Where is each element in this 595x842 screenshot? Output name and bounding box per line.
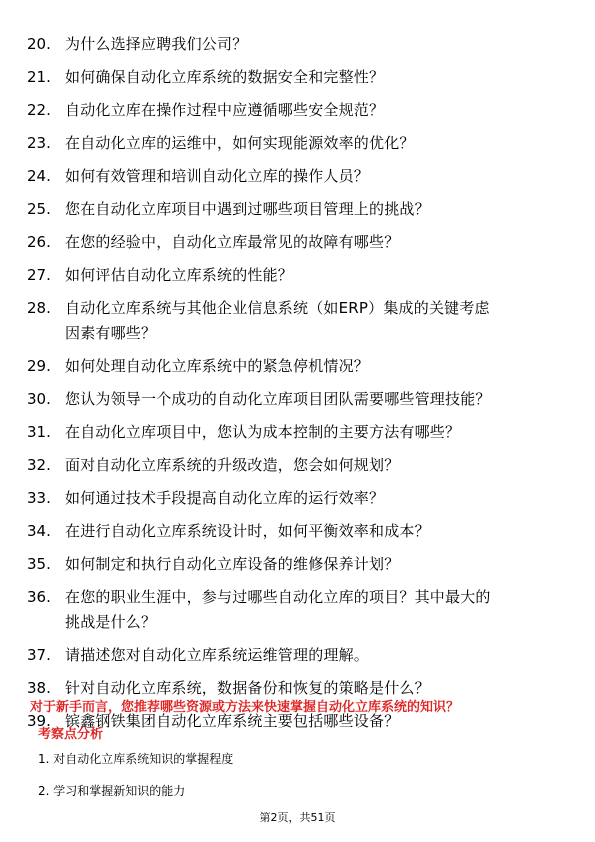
- question-text: 您在自动化立库项目中遇到过哪些项目管理上的挑战？: [65, 200, 430, 218]
- question-text: 请描述您对自动化立库系统运维管理的理解。: [65, 646, 370, 664]
- question-number: 29.: [27, 357, 51, 375]
- question-text: 在自动化立库的运维中，如何实现能源效率的优化？: [65, 134, 415, 152]
- question-number: 28.: [27, 299, 51, 317]
- question-number: 31.: [27, 423, 51, 441]
- question-text: 如何通过技术手段提高自动化立库的运行效率？: [65, 489, 385, 507]
- question-number: 27.: [27, 266, 51, 284]
- question-number: 21.: [27, 68, 51, 86]
- question-text: 您认为领导一个成功的自动化立库项目团队需要哪些管理技能？: [65, 390, 491, 408]
- page-footer: 第2页，共51页: [259, 811, 336, 824]
- question-text: 自动化立库在操作过程中应遵循哪些安全规范？: [65, 101, 385, 119]
- question-text: 为什么选择应聘我们公司？: [65, 35, 248, 53]
- question-number: 32.: [27, 456, 51, 474]
- question-number: 20.: [27, 35, 51, 53]
- question-number: 34.: [27, 522, 51, 540]
- question-number: 35.: [27, 555, 51, 573]
- question-number: 26.: [27, 233, 51, 251]
- analysis-point: 1. 对自动化立库系统知识的掌握程度: [38, 752, 234, 766]
- question-number: 24.: [27, 167, 51, 185]
- question-text: 镔鑫钢铁集团自动化立库系统主要包括哪些设备？: [65, 712, 400, 730]
- question-text: 如何制定和执行自动化立库设备的维修保养计划？: [65, 555, 400, 573]
- question-number: 33.: [27, 489, 51, 507]
- question-text: 在您的职业生涯中，参与过哪些自动化立库的项目？其中最大的: [65, 588, 491, 606]
- analysis-title: 考察点分析: [38, 727, 104, 742]
- question-text: 自动化立库系统与其他企业信息系统（如ERP）集成的关键考虑: [65, 299, 490, 317]
- question-number: 22.: [27, 101, 51, 119]
- question-number: 30.: [27, 390, 51, 408]
- question-text: 如何处理自动化立库系统中的紧急停机情况？: [65, 357, 370, 375]
- question-number: 39.: [27, 712, 51, 730]
- question-text: 在您的经验中，自动化立库最常见的故障有哪些？: [65, 233, 400, 251]
- question-number: 23.: [27, 134, 51, 152]
- question-text: 针对自动化立库系统，数据备份和恢复的策略是什么？: [65, 679, 430, 697]
- question-text: 面对自动化立库系统的升级改造，您会如何规划？: [65, 456, 400, 474]
- analysis-point: 2. 学习和掌握新知识的能力: [38, 784, 186, 798]
- question-number: 25.: [27, 200, 51, 218]
- question-text: 在自动化立库项目中，您认为成本控制的主要方法有哪些？: [65, 423, 461, 441]
- question-number: 37.: [27, 646, 51, 664]
- question-text: 如何确保自动化立库系统的数据安全和完整性？: [65, 68, 385, 86]
- question-text: 因素有哪些？: [65, 324, 157, 342]
- question-text: 在进行自动化立库系统设计时，如何平衡效率和成本？: [65, 522, 430, 540]
- question-number: 38.: [27, 679, 51, 697]
- highlight-question: 对于新手而言，您推荐哪些资源或方法来快速掌握自动化立库系统的知识？: [30, 700, 460, 715]
- question-text: 挑战是什么？: [65, 613, 157, 631]
- question-text: 如何评估自动化立库系统的性能？: [65, 266, 294, 284]
- question-text: 如何有效管理和培训自动化立库的操作人员？: [65, 167, 370, 185]
- question-number: 36.: [27, 588, 51, 606]
